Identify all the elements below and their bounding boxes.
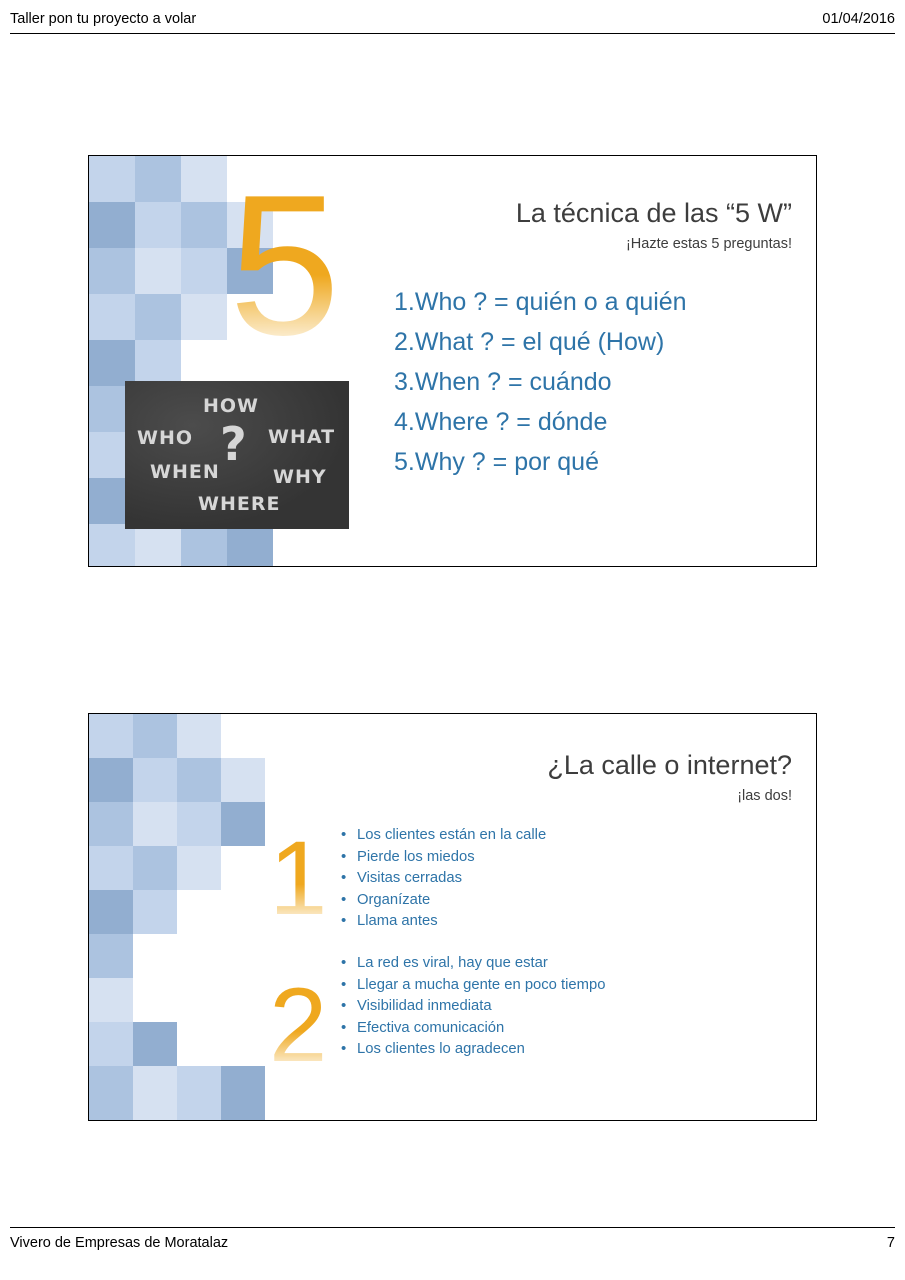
list-item-label: Who ? = quién o a quién [414,288,687,316]
chalkboard-word-why: WHY [273,466,327,488]
list-item-label: When ? = cuándo [414,368,612,396]
chalkboard-word-how: HOW [203,395,260,417]
slide-1-title: La técnica de las “5 W” [515,198,792,228]
list-item: • Llama antes [339,911,546,933]
chalkboard-word-when: WHEN [150,461,220,483]
list-item-index: 2. [394,328,415,356]
slide-2 [88,713,817,1121]
footer-divider [10,1227,895,1228]
chalkboard-word-where: WHERE [198,493,281,515]
list-item: • Pierde los miedos [339,847,546,869]
slide-2-big-number-2: 2 [269,967,326,1084]
footer-page-number: 7 [886,1235,895,1251]
question-mark-icon: ? [220,417,248,471]
list-item [394,362,687,402]
list-item-label: What ? = el qué (How) [414,328,665,356]
slide-2-big-number-1: 1 [269,820,326,937]
decorative-cube-mosaic [89,714,269,1120]
chalkboard-word-what: WHAT [268,426,336,448]
list-item-label: Why ? = por qué [414,448,599,476]
list-item: • Llegar a mucha gente en poco tiempo [339,975,605,997]
slide-1-big-number: 5 [229,155,339,377]
list-item-index: 5. [394,448,415,476]
chalkboard-image [125,381,349,529]
header-date: 01/04/2016 [822,11,895,27]
page-header [10,8,895,30]
slide-1-subtitle: ¡Hazte estas 5 preguntas! [625,236,792,252]
list-item: • Los clientes lo agradecen [339,1039,605,1061]
slide-1 [88,155,817,567]
five-w-list [394,282,687,482]
chalkboard-word-who: WHO [137,427,194,449]
list-item [394,282,687,322]
list-item-index: 1. [394,288,415,316]
list-item: • Visibilidad inmediata [339,996,605,1018]
slide-2-title: ¿La calle o internet? [547,750,792,780]
bullet-group-internet [339,953,605,1061]
page-footer [10,1232,895,1254]
footer-organization: Vivero de Empresas de Moratalaz [10,1235,229,1251]
list-item-index: 4. [394,408,415,436]
list-item-label: Where ? = dónde [414,408,608,436]
slide-2-subtitle: ¡las dos! [737,788,792,804]
list-item-index: 3. [394,368,415,396]
list-item: • Organízate [339,890,546,912]
list-item: • Efectiva comunicación [339,1018,605,1040]
list-item: • Visitas cerradas [339,868,546,890]
list-item [394,442,687,482]
header-title: Taller pon tu proyecto a volar [10,11,197,27]
list-item [394,402,687,442]
list-item: • La red es viral, hay que estar [339,953,605,975]
list-item [394,322,687,362]
list-item: • Los clientes están en la calle [339,825,546,847]
header-divider [10,33,895,34]
bullet-group-calle [339,825,546,933]
